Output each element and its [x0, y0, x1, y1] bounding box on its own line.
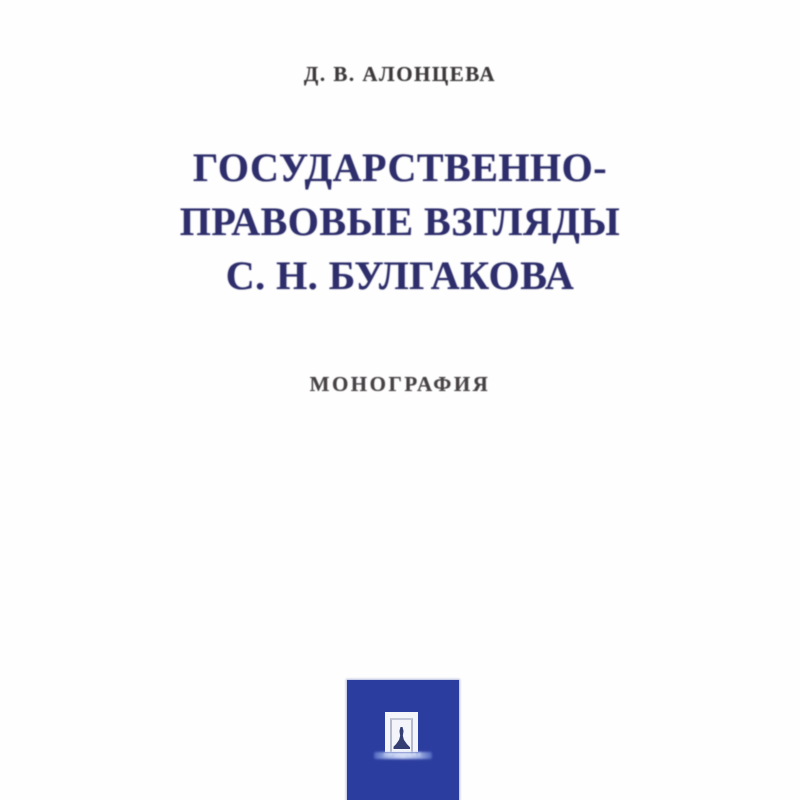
- publisher-wordmark: ПРОСПЕКТ: [374, 752, 432, 759]
- title-line-1: ГОСУДАРСТВЕННО-: [192, 145, 608, 190]
- book-title: [0, 141, 800, 303]
- subtitle-monograph: МОНОГРАФИЯ: [309, 372, 491, 396]
- publisher-logo: [347, 680, 459, 800]
- prospekt-doorway-statue-icon: [385, 712, 418, 752]
- author-name: Д. В. АЛОНЦЕВА: [303, 62, 497, 86]
- title-line-3: С. Н. БУЛГАКОВА: [225, 253, 575, 298]
- title-line-2: ПРАВОВЫЕ ВЗГЛЯДЫ: [179, 199, 621, 244]
